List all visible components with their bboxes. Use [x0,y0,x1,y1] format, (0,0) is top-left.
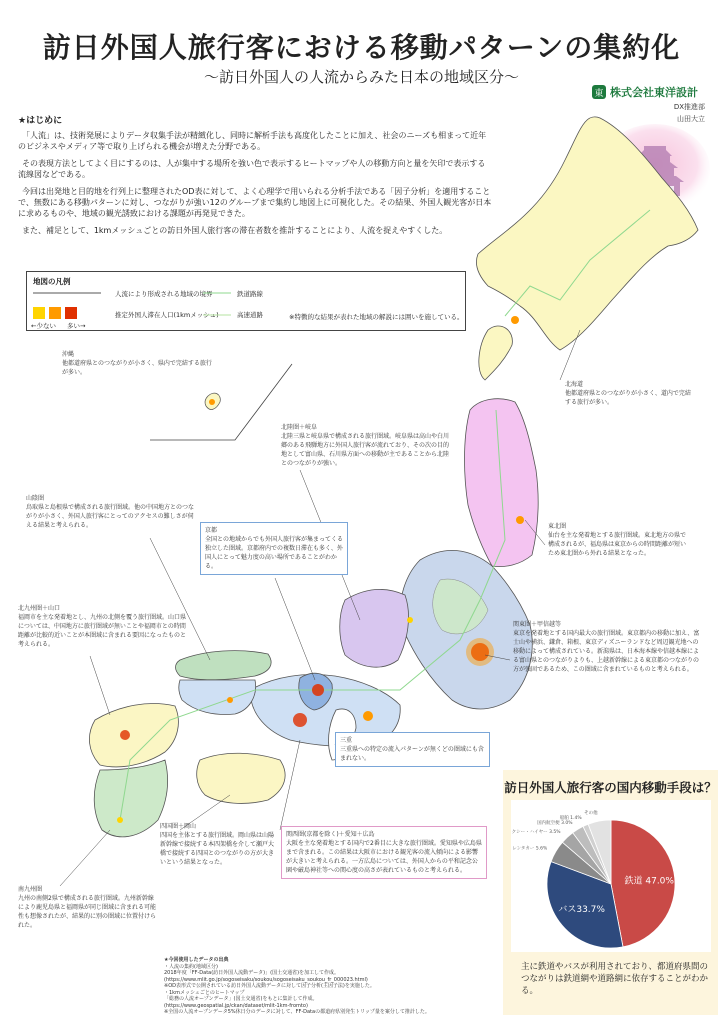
note-kyoto-title: 京都 [205,527,218,534]
note-kyushu-north-text: 福岡市を主な発着地とし、九州の北側を覆う旅行圏域。山口県については、中国地方に旅行圏域が無いことや福岡市との時間距離が比較的近いことが本圏域に含まれる要因になったものと考えられる。 [18,614,187,648]
note-kyushu-south-text: 九州の南側2県で構成される旅行圏域。九州新幹線により鹿児島県と福岡県が同じ圏域に含まれる可能性も想像されたが、結果的に別の圏域に位置付けられた。 [18,895,157,929]
note-kanto-title: 関東圏＋甲信越等 [513,621,562,628]
data-sources [164,957,499,1016]
intro-heading: ★はじめに [18,116,63,126]
leader-kyoto [275,578,315,680]
note-kanto [513,620,703,674]
legend-density-low-label: ←少ない [31,322,56,330]
note-mie-title: 三重 [340,737,353,744]
pie-label-0: 鉄道 47.0% [624,876,674,887]
leader-kyushu-north [90,656,110,715]
region-kyushu-north [89,704,178,767]
region-sanin [176,651,272,680]
legend-density-high-swatch [65,307,77,319]
legend-density-low-swatch [33,307,45,319]
note-hokuriku-title: 北陸圏＋岐阜 [281,424,318,431]
note-hokuriku [281,423,451,468]
note-hokkaido-title: 北海道 [565,381,584,388]
intro-paragraph-4: また、補足として、1kmメッシュごとの訪日外国人旅行客の滞在者数を推計することにより、人流を捉えやすくした。 [22,226,448,235]
company-name: 株式会社東洋設計 [610,86,698,99]
note-kansai-text: 大阪を主な発着地とする国内で2番目に大きな旅行圏域。愛知県や広島県まで含まれる。この結果は大阪市における観光客の流入傾向による影響が大きいと考えられる。一方広島については、外国人からの平和記念公園や厳島神社等への関心度の高さが表れているものと考えられる。 [286,840,482,874]
intro-paragraph-1: 「人流」は、技術発展によりデータ収集手法が精緻化し、同時に解析手法も高度化したことに加え、社会のニーズも相まって近年のビジネスやメディア等で取り上げられる機会が増えた分野である。 [18,131,487,151]
credits-heading: ★今回使用したデータの出典 [164,957,229,963]
pie-chart-container [511,800,711,952]
legend-highway-label: 高速道路 [237,311,263,319]
note-kyushu-north-title: 北九州圏＋山口 [18,605,61,612]
region-hokkaido-south [479,326,513,380]
legend-density-label: 推定外国人滞在人口(1kmメッシュ) [115,311,219,319]
credits-line: ※全国の人流オープンデータ5%休日分のデータに対して、FF-Dataの都道府県別発生トリップ量を案分して推計した。 [164,1009,430,1015]
pie-description: 主に鉄道やバスが利用されており、都道府県間のつながりは鉄道網や道路網に依存することがわかる。 [521,962,709,996]
legend-rail-line [203,290,233,296]
credits-line: (https://www.mlit.go.jp/sogoseisaku/soukou/sogoseisaku_soukou_fr_000023.html) [164,976,368,983]
region-hiroshima [179,680,256,714]
pie-label-2: レンタカー 5.6% [512,846,548,852]
legend-boundary-label: 人流により形成される地域の境界 [115,290,213,298]
company-logo-icon: 東 [592,85,606,99]
note-sanin-title: 山陰圏 [26,495,45,502]
credits-line: 2018年度「FF-Data(訪日外国人流動データ)」(国土交通省)を加工して作成。 [164,970,340,976]
note-shikoku-text: 四国を主体とする旅行圏域。岡山県は山陽新幹線で接続する本四架橋を介して瀬戸大橋で接続する四国とのつながりの方が大きいという結果となった。 [160,832,275,866]
note-shikoku [160,822,275,867]
credits-line: ・1kmメッシュごとのヒートマップ [164,989,245,996]
credits-line: (https://www.geospatial.jp/ckan/dataset/mlit-1km-fromto) [164,1002,308,1009]
region-shikoku [197,753,285,803]
note-okinawa-text: 他都道府県とのつながりが小さく、県内で完結する旅行が多い。 [62,360,212,376]
note-tohoku-title: 東北圏 [548,523,567,530]
pie-label-1: バス33.7% [558,904,605,915]
legend-density-high-label: 多い→ [67,322,86,330]
poster-title: 訪日外国人旅行客における移動パターンの集約化 [42,31,681,64]
note-tohoku-text: 仙台を主な発着地とする旅行圏域。東北地方の県で構成されるが、福島県は東京からの時間距離が短いため東北圏から外れる結果となった。 [548,532,687,557]
pie-label-6: その他 [584,811,598,817]
leader-kyushu-south [60,830,110,886]
credits-line: ・人流の集約(地域区分) [164,963,218,970]
note-shikoku-title: 四国圏＋岡山 [160,823,197,830]
credits-line: ※OD表形式で公開されている訪日外国人流動データに対して因子分析(主因子法)を実施した。 [164,983,375,989]
note-kyoto [200,522,348,575]
note-hokkaido-text: 他都道府県とのつながりが小さく、道内で完結する旅行が多い。 [565,390,691,406]
note-kyoto-text: 全国との地域からでも外国人旅行客が集まってくる独立した圏域。京都府内での複数日滞在も多く、外国人にとって魅力度の高い場所であることがわかる。 [205,536,343,570]
region-hokuriku [340,589,409,667]
intro-paragraph-2: その表現方法としてよく目にするのは、人が集中する場所を強い色で表示するヒートマップや人の移動方向と量を矢印で表示する流線図などである。 [18,159,486,179]
note-hokkaido [565,380,695,407]
note-mie [335,732,490,767]
note-mie-text: 三重県への特定の流入パターンが無くどの圏域にも含まれない。 [340,746,484,762]
note-okinawa [62,350,212,377]
legend-rail-label: 鉄道路線 [237,290,263,298]
note-kyushu-south-title: 南九州圏 [18,886,43,893]
region-kyushu-south [94,760,167,837]
poster-subtitle: ～訪日外国人の人流からみた日本の地域区分～ [203,68,519,86]
author-department: DX推進部 [673,103,705,111]
author-name: 山田大立 [677,115,705,123]
note-kansai-title: 関西圏(京都を除く)＋愛知＋広島 [286,831,375,838]
legend-boundary-line [33,290,103,296]
legend-title: 地図の凡例 [33,277,71,286]
pie-label-4: 国内航空便 3.0% [537,820,573,826]
note-sanin [26,494,196,530]
note-kyushu-south [18,885,158,930]
note-kyushu-north [18,604,188,649]
legend-highway-line [203,312,233,318]
pie-title: 訪日外国人旅行客の国内移動手段は？ [504,780,717,795]
pie-label-5: 船舶 1.4% [559,816,582,822]
credits-line: 「総務の人流オープンデータ」(国土交通省)をもとに集計して作成。 [164,996,318,1002]
note-hokuriku-text: 北陸三県と岐阜県で構成される旅行圏域。岐阜県は高山や白川郷のある飛騨地方に外国人旅行客が流れており、その次の目的地として富山県、石川県方面への移動が主であることから北陸とのつながりが強い。 [281,433,450,467]
note-sanin-text: 鳥取県と島根県で構成される旅行圏域。他の中国地方とのつながりが小さく、外国人旅行客にとってのアクセスの難しさが伺える結果と考えられる。 [26,504,195,529]
note-tohoku [548,522,688,558]
region-hokkaido [476,117,698,350]
transport-pie-panel [503,770,718,1015]
note-okinawa-title: 沖縄 [62,351,75,358]
note-kanto-text: 東京を発着地とする国内最大の旅行圏域。東京都内の移動に加え、富士山や横浜、鎌倉、箱根、東京ディズニーランドなど周辺観光地への移動によって構成されている。新潟県は、日本海本線や信越本線による富山県とのつながりよりも、上越新幹線による東京都のつながりの方が強固であるため、この圏域に含まれているものと考えられる。 [513,630,700,673]
note-kansai [281,826,487,879]
legend-density-mid-swatch [49,307,61,319]
pie-chart [511,800,711,952]
map-legend [26,271,466,331]
legend-note: ※特徴的な結果が表れた地域の解説には囲いを施している。 [289,313,464,321]
pie-label-3: タクシー・ハイヤー 3.5% [511,829,561,835]
intro-paragraph-3: 今回は出発地と目的地を行列上に整理されたOD表に対して、よく心理学で用いられる分析手法である「因子分析」を適用することで、無数にある移動パターンに対し、つながりが強い12のグループまで集約し地図上に可視化した。その結果、外国人観光客が日本に求めるものや、地域の観光誘致における課題が再発見できた。 [18,187,492,218]
